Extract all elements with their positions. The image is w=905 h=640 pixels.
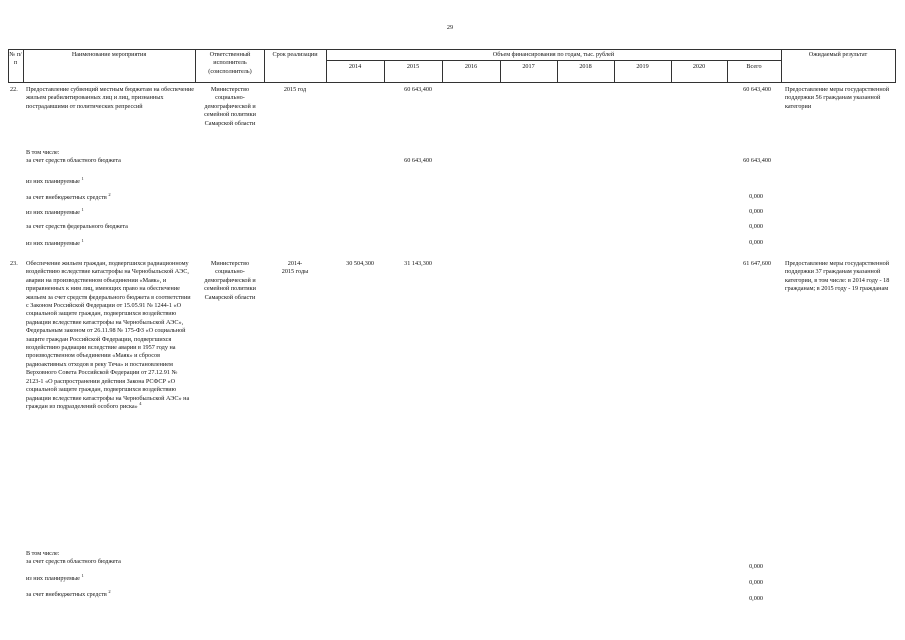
header-num: № п/п xyxy=(9,51,22,67)
row-22-num: 22. xyxy=(10,86,18,93)
header-year-2020: 2020 xyxy=(692,63,706,70)
header-name: Наименование мероприятия xyxy=(71,51,147,58)
row-22-sub-header: В том числе: xyxy=(26,149,60,156)
row-22-sub-label: за счет средств федерального бюджета xyxy=(26,223,128,230)
header-bottom-rule xyxy=(8,82,896,83)
header-year-2019: 2019 xyxy=(636,63,649,70)
header-top-rule xyxy=(8,49,896,50)
row-23-responsible: Министерство социально-демографической и семейной политики Самарской области xyxy=(204,260,256,301)
header-funding: Объем финансирования по годам, тыс. рублей xyxy=(492,51,615,58)
row-23-sub-header: В том числе: xyxy=(26,550,60,557)
row-23-2014: 30 504,300 xyxy=(346,260,374,267)
row-22-sub-2015: 60 643,400 xyxy=(404,157,432,164)
row-22-sub-label: за счет средств областного бюджета xyxy=(26,157,121,164)
row-22-period: 2015 год xyxy=(283,86,307,93)
vline xyxy=(895,49,896,83)
row-22-sub-label: из них планируемые $^1$ xyxy=(26,238,84,247)
row-22-sub-total: 0,000 xyxy=(749,208,763,215)
row-23-sub-label: за счет внебюджетных средств $^2$ xyxy=(26,589,111,598)
header-period: Срок реализации xyxy=(272,51,318,58)
header-total: Всего xyxy=(746,63,762,70)
row-23-name: Обеспечение жильем граждан, подвергшихся радиационному воздействию вследствие катастрофы на Чернобыльской АЭС, аварии на производственном объединении «Маяк», и приравненных к ним лиц, имеющих право на обеспечение жильем за счет средств федерального бюджета в соответствии с Законом Российской Федерации от 15.05.91 № 1244-1 «О социальной защите граждан, подвергшихся воздействию радиации вследствие катастрофы на Чернобыльской АЭС», Федеральным законом от 26.11.98 № 175-ФЗ «О социальной защите граждан Российской Федерации, подвергшихся воздействию радиации вследствие аварии в 1957 году на производственном объединении «Маяк» и сбросов радиоактивных отходов в реку Теча» и постановлением Верховного Совета Российской Федерации от 27.12.91 № 2123-1 «О распространении действия Закона РСФСР «О социальной защите граждан, подвергшихся воздействию радиации вследствие катастрофы на Чернобыльской АЭС» на граждан из подразделений особого риска» $^4$ xyxy=(26,260,191,410)
row-22-sub-label: за счет внебюджетных средств $^2$ xyxy=(26,192,111,201)
years-subheader-rule xyxy=(326,60,781,61)
row-22-name: Предоставление субвенций местным бюджетам на обеспечение жильем реабилитированных лиц и лиц, признанных пострадавшими от политических репрессий xyxy=(26,86,195,110)
header-responsible: Ответственный исполнитель (соисполнитель) xyxy=(208,51,252,75)
header-year-2017: 2017 xyxy=(522,63,535,70)
row-22-sub-total: 60 643,400 xyxy=(743,157,771,164)
row-23-sub-total: 0,000 xyxy=(749,595,763,602)
header-result: Ожидаемый результат xyxy=(808,51,868,58)
row-23-sub-label: за счет средств областного бюджета xyxy=(26,558,121,565)
row-23-sub-total: 0,000 xyxy=(749,563,763,570)
row-22-responsible: Министерство социально-демографической и семейной политики Самарской области xyxy=(204,86,256,127)
row-22-total: 60 643,400 xyxy=(743,86,771,93)
row-22-sub-label: из них планируемые $^1$ xyxy=(26,176,84,185)
row-23-period: 2014- 2015 годы xyxy=(281,260,309,276)
header-year-2014: 2014 xyxy=(348,63,362,70)
page-number: 29 xyxy=(446,24,454,31)
row-23-sub-total: 0,000 xyxy=(749,579,763,586)
row-22-sub-total: 0,000 xyxy=(749,223,763,230)
row-23-2015: 31 143,300 xyxy=(404,260,432,267)
header-year-2018: 2018 xyxy=(579,63,592,70)
header-year-2016: 2016 xyxy=(464,63,478,70)
row-23-result: Предоставление меры государственной поддержки 37 гражданам указанной категории, в том числе: в 2014 году - 18 гражданам; в 2015 году - 19 гражданам xyxy=(785,260,890,293)
row-22-result: Предоставление меры государственной поддержки 56 гражданам указанной категории xyxy=(785,86,890,110)
row-22-sub-total: 0,000 xyxy=(749,193,763,200)
vline xyxy=(195,49,196,83)
row-22-2015: 60 643,400 xyxy=(404,86,432,93)
row-22-sub-label: из них планируемые $^1$ xyxy=(26,207,84,216)
row-23-sub-label: из них планируемые $^1$ xyxy=(26,573,84,582)
row-23-num: 23. xyxy=(10,260,18,267)
header-year-2015: 2015 xyxy=(406,63,420,70)
row-23-total: 61 647,600 xyxy=(743,260,771,267)
row-22-sub-total: 0,000 xyxy=(749,239,763,246)
